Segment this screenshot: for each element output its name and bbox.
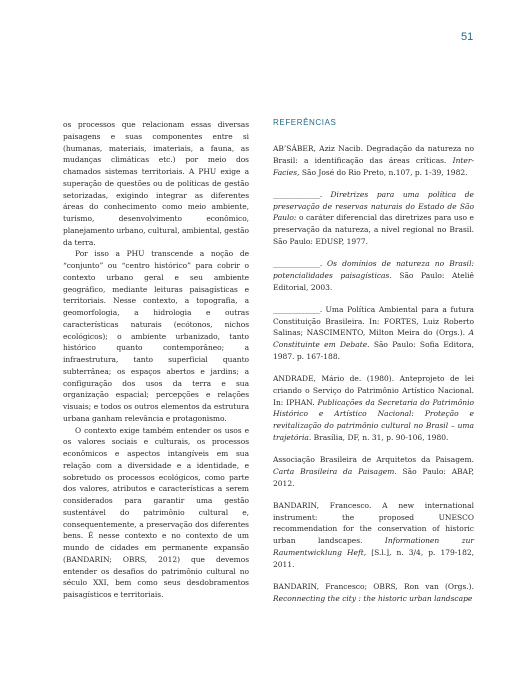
reference-author: AB’SÁBER, Aziz Nacib. (273, 144, 363, 153)
reference-italic-title: Informationen zur Raumentwicklung Heft, (273, 536, 475, 557)
reference-title: Uma Política Ambiental para a futura Constituição Brasileira. In: FORTES, Luiz Roberto Salinas; NASCIMENTO, Milton Meira do (Orgs.). (273, 304, 475, 338)
reference-entry (273, 258, 474, 293)
reference-author: ______________. (273, 304, 322, 314)
reference-entry (273, 454, 474, 489)
reference-entry (273, 373, 474, 444)
reference-author: ANDRADE, Mário de. (273, 374, 362, 383)
reference-italic-title: A Constituinte em Debate. (273, 328, 474, 349)
reference-details: São Paulo: Sofia Editora, 1987. p. 167-188. (273, 340, 474, 361)
reference-italic-title: Carta Brasileira da Paisagem. (273, 466, 397, 476)
page-number: 51 (461, 31, 474, 43)
reference-author: ______________. (273, 189, 322, 199)
reference-details: São Paulo: ABAP, 2012. (273, 466, 474, 488)
reference-italic-title: Os domínios de natureza no Brasil: potencialidades paisagísticas. (273, 259, 474, 280)
reference-author: Associação Brasileira de Arquitetos da Paisagem. (273, 455, 474, 464)
reference-italic-title: Inter-Facies, (273, 155, 474, 177)
reference-details: Brasília, DF, n. 31, p. 90-106, 1980. (313, 432, 449, 442)
references-heading: REFERÊNCIAS (273, 118, 337, 127)
reference-entry (273, 581, 474, 605)
reference-italic-title: Diretrizes para uma política de preservação de reservas naturais do Estado de São Paulo: (273, 189, 474, 223)
reference-italic-title: Publicações da Secretaria do Patrimônio Histórico e Artístico Nacional: Proteção e revitalização do patrimônio cultural no Brasil – uma trajetória. (273, 397, 474, 442)
reference-details: [S.l.], n. 3/4, p. 179-182, 2011. (273, 547, 475, 569)
reference-entry (273, 143, 474, 178)
reference-entry (273, 189, 474, 248)
body-paragraph: os processos que relacionam essas diversas paisagens e suas componentes entre si (humanas, materiais, imateriais, a fauna, as mudanças climáticas etc.) por meio dos chamados sistemas territoriais. A PHU exige a superação de questões ou de políticas de gestão setorizadas, exigindo integrar as diferentes áreas do conhecimento como meio ambiente, turismo, desenvolvimento econômico, planejamento urbano, cultural, ambiental, gestão da terra. (63, 120, 249, 247)
reference-italic-title: Reconnecting the city : the historic urban landscape (273, 593, 473, 603)
reference-details: São José do Rio Preto, n.107, p. 1-39, 1982. (301, 167, 468, 177)
reference-author: ______________. (273, 259, 322, 268)
reference-title: (1980). Anteprojeto de lei criando o Serviço do Patrimônio Artístico Nacional. In: IPHAN. (273, 374, 474, 407)
body-text-column (63, 119, 249, 601)
reference-entry (273, 304, 474, 363)
reference-title: Degradação da natureza no Brasil: a identificação das áreas críticas. (273, 144, 474, 165)
references-section (273, 118, 474, 615)
reference-title: A new international instrument: the proposed UNESCO recommendation for the conservation of historic urban landscapes. (273, 500, 474, 545)
reference-author: BANDARIN, Francesco. (273, 500, 372, 510)
reference-details: São Paulo: Ateliê Editorial, 2003. (273, 270, 474, 292)
reference-author: BANDARIN, Francesco; OBRS, Ron van (Orgs.). (273, 581, 474, 591)
body-paragraph: O contexto exige também entender os usos e os valores sociais e culturais, os processos econômicos e aspectos intangíveis em sua relação com a diversidade e a identidade, e sobretudo os processos ecológicos, como parte dos valores, atributos e características a serem considerados para garantir uma gestão sustentável do patrimônio cultural e, consequentemente, a preservação dos diferentes bens. É nesse contexto e no contexto de um mundo de cidades em permanente expansão (BANDARIN; OBRS, 2012) que devemos entender os desafios do patrimônio cultural no século XXI, bem como seus desdobramentos paisagísticos e territoriais. (63, 425, 249, 599)
reference-details: o caráter diferencial das diretrizes para uso e preservação da natureza, a nível regional no Brasil. São Paulo: EDUSP, 1977. (273, 213, 474, 246)
body-paragraph: Por isso a PHU transcende a noção de “conjunto” ou “centro histórico” para cobrir o contexto urbano geral e seu ambiente geográfico, mediante leituras paisagísticas e territoriais. Nesse contexto, a topografia, a geomorfologia, a hidrologia e outras características naturais (ecótonos, nichos ecológicos); o ambiente urbanizado, tanto histórico quanto contemporâneo; a infraestrutura, tanto superficial quanto subterrânea; os espaços abertos e jardins; a configuração dos usos da terra e sua organização espacial; percepções e relações visuais; e todos os outros elementos da estrutura urbana ganham relevância e protagonismo. (63, 249, 249, 423)
reference-entry (273, 500, 474, 571)
